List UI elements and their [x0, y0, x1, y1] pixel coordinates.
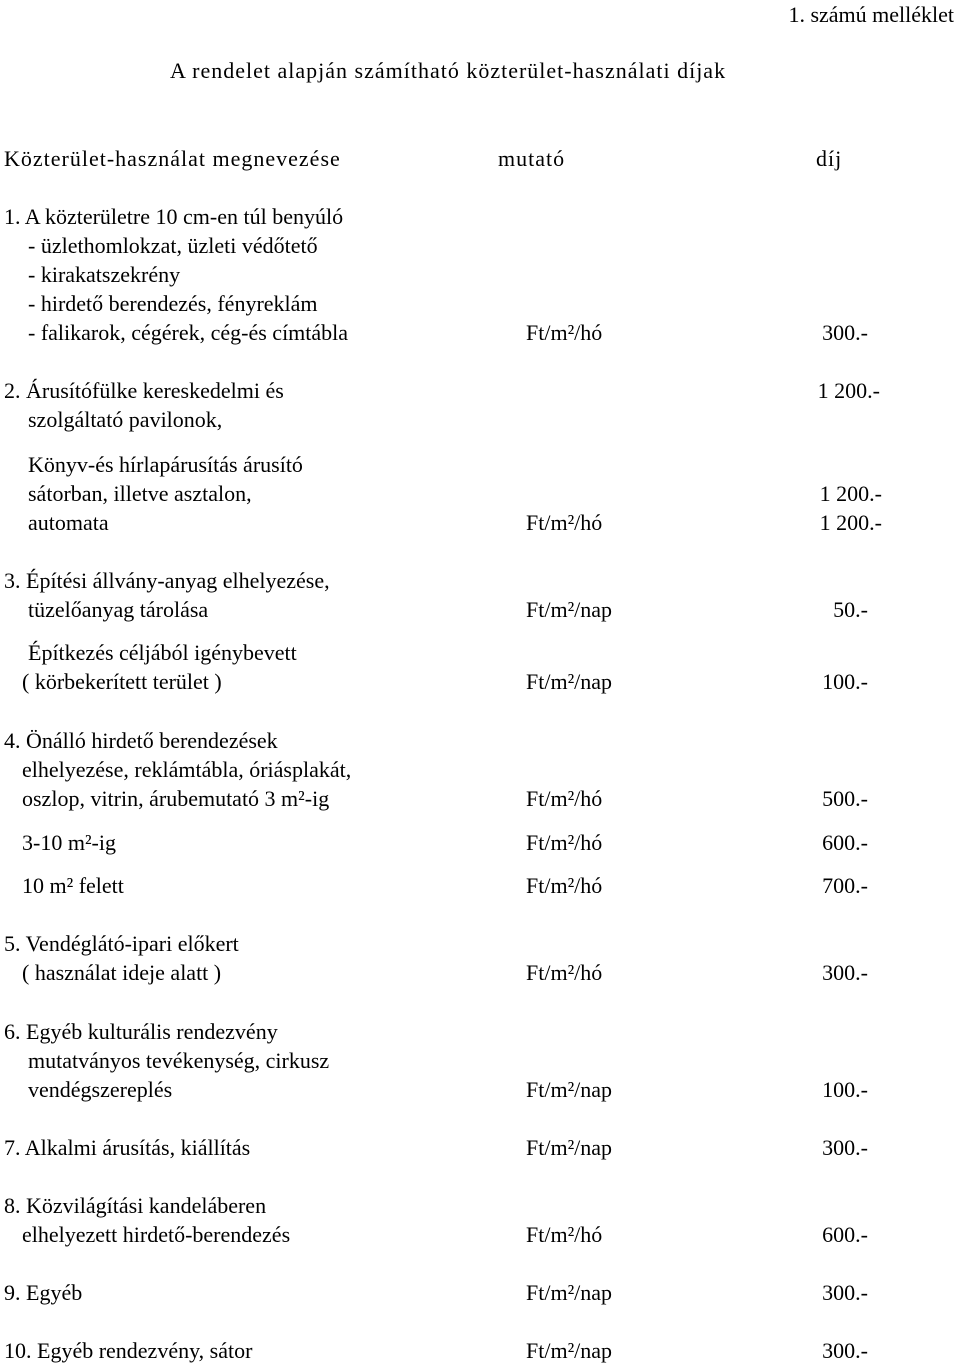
- annex-label: 1. számú melléklet: [788, 2, 954, 27]
- item-4b-fee: 600.-: [822, 830, 868, 855]
- item-4c-line-1: 10 m² felett: [22, 873, 124, 898]
- item-6-line-2: mutatványos tevékenység, cirkusz: [28, 1048, 330, 1073]
- item-5-line-1: 5. Vendéglátó-ipari előkert: [4, 931, 239, 956]
- item-2b-fee: 1 200.-: [819, 481, 882, 506]
- item-3b-fee: 100.-: [822, 669, 868, 694]
- item-10-unit: Ft/m²/nap: [526, 1338, 613, 1363]
- item-5-line-2: ( használat ideje alatt ): [22, 960, 222, 985]
- item-7-line-1: 7. Alkalmi árusítás, kiállítás: [4, 1135, 251, 1160]
- item-4b-unit: Ft/m²/hó: [526, 830, 603, 855]
- item-10-fee: 300.-: [822, 1338, 868, 1363]
- item-4-line-3: oszlop, vitrin, árubemutató 3 m²-ig: [22, 786, 330, 811]
- item-3b-line-1: Építkezés céljából igénybevett: [28, 640, 297, 665]
- item-9-unit: Ft/m²/nap: [526, 1280, 613, 1305]
- item-6-unit: Ft/m²/nap: [526, 1077, 613, 1102]
- item-5-fee: 300.-: [822, 960, 868, 985]
- item-4c-unit: Ft/m²/hó: [526, 873, 603, 898]
- item-2b-line-2: sátorban, illetve asztalon,: [28, 481, 252, 506]
- item-2-line-1: 2. Árusítófülke kereskedelmi és: [4, 378, 284, 403]
- column-header-fee: díj: [816, 146, 843, 171]
- item-1-unit: Ft/m²/hó: [526, 320, 603, 345]
- item-3b-unit: Ft/m²/nap: [526, 669, 613, 694]
- item-2b-line-1: Könyv-és hírlapárusítás árusító: [28, 452, 303, 477]
- item-1-line-1: 1. A közterületre 10 cm-en túl benyúló: [4, 204, 344, 229]
- item-8-fee: 600.-: [822, 1222, 868, 1247]
- item-3-line-1: 3. Építési állvány-anyag elhelyezése,: [4, 568, 330, 593]
- item-4-fee: 500.-: [822, 786, 868, 811]
- item-1-line-2: - üzlethomlokzat, üzleti védőtető: [28, 233, 318, 258]
- item-1-line-3: - kirakatszekrény: [28, 262, 181, 287]
- item-1-line-4: - hirdető berendezés, fényreklám: [28, 291, 318, 316]
- item-7-fee: 300.-: [822, 1135, 868, 1160]
- item-4b-line-1: 3-10 m²-ig: [22, 830, 116, 855]
- item-10-line-1: 10. Egyéb rendezvény, sátor: [4, 1338, 253, 1363]
- item-6-line-1: 6. Egyéb kulturális rendezvény: [4, 1019, 278, 1044]
- item-8-unit: Ft/m²/hó: [526, 1222, 603, 1247]
- item-3b-line-2: ( körbekerített terület ): [22, 669, 222, 694]
- item-3-fee: 50.-: [833, 597, 868, 622]
- page-title: A rendelet alapján számítható közterület-használati díjak: [170, 58, 727, 83]
- item-7-unit: Ft/m²/nap: [526, 1135, 613, 1160]
- item-2c-unit: Ft/m²/hó: [526, 510, 603, 535]
- item-9-fee: 300.-: [822, 1280, 868, 1305]
- item-9-line-1: 9. Egyéb: [4, 1280, 83, 1305]
- item-2c-line-1: automata: [28, 510, 109, 535]
- item-3-unit: Ft/m²/nap: [526, 597, 613, 622]
- item-2c-fee: 1 200.-: [819, 510, 882, 535]
- item-4-line-2: elhelyezése, reklámtábla, óriásplakát,: [22, 757, 352, 782]
- item-4-unit: Ft/m²/hó: [526, 786, 603, 811]
- column-header-name: Közterület-használat megnevezése: [4, 146, 341, 171]
- item-2-line-2: szolgáltató pavilonok,: [28, 407, 223, 432]
- item-4c-fee: 700.-: [822, 873, 868, 898]
- item-8-line-2: elhelyezett hirdető-berendezés: [22, 1222, 291, 1247]
- item-4-line-1: 4. Önálló hirdető berendezések: [4, 728, 278, 753]
- item-3-line-2: tüzelőanyag tárolása: [28, 597, 209, 622]
- item-6-line-3: vendégszereplés: [28, 1077, 173, 1102]
- column-header-unit: mutató: [498, 146, 566, 171]
- item-1-line-5: - falikarok, cégérek, cég-és címtábla: [28, 320, 349, 345]
- item-2-fee: 1 200.-: [817, 378, 880, 403]
- item-8-line-1: 8. Közvilágítási kandeláberen: [4, 1193, 267, 1218]
- item-1-fee: 300.-: [822, 320, 868, 345]
- item-5-unit: Ft/m²/hó: [526, 960, 603, 985]
- item-6-fee: 100.-: [822, 1077, 868, 1102]
